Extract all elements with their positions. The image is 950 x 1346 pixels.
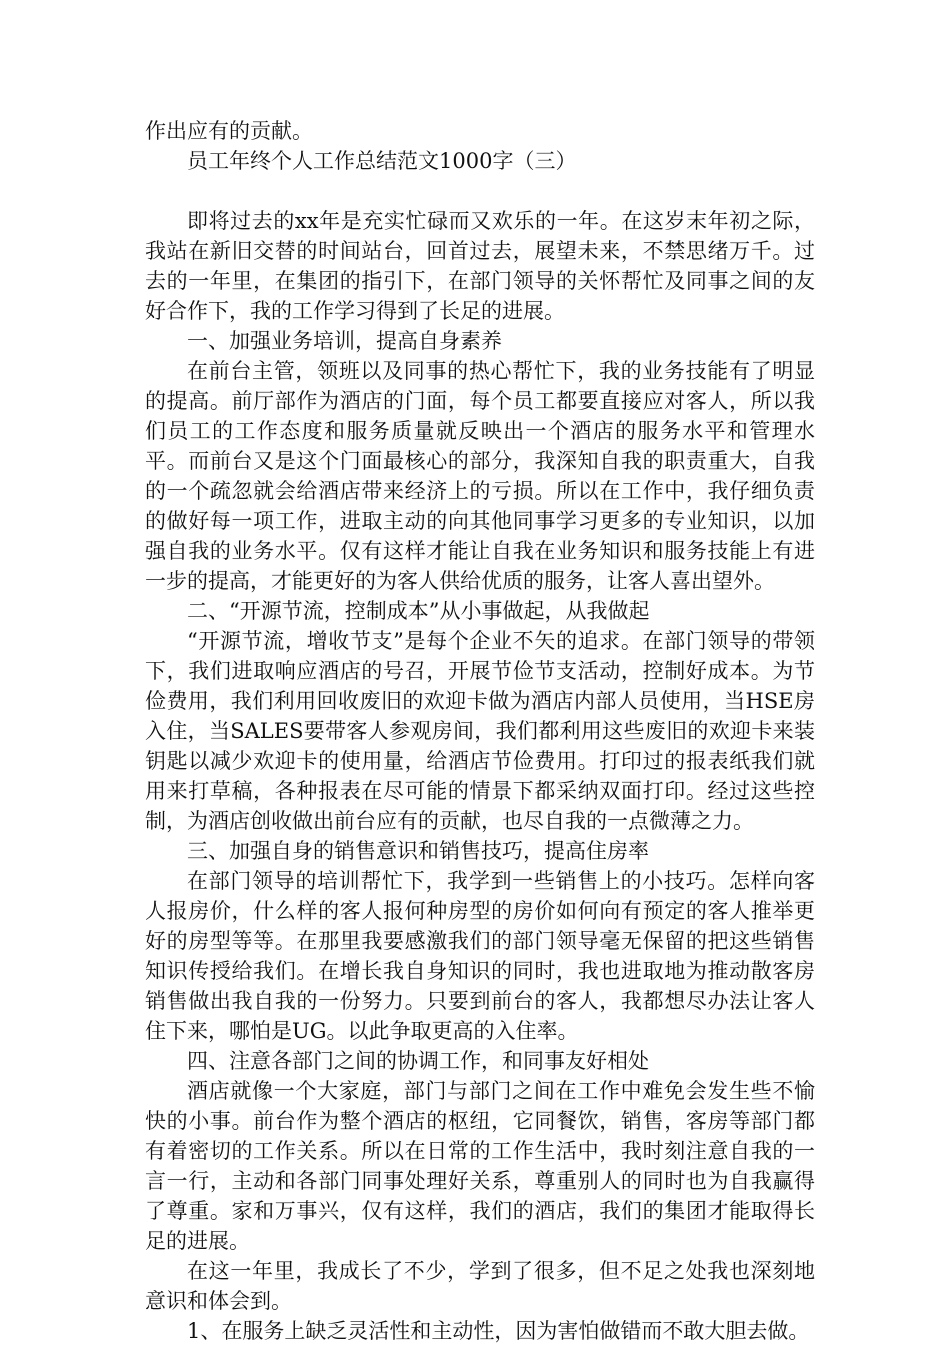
paragraph-reflection: 在这一年里，我成长了不少，学到了很多，但不足之处我也深刻地意识和体会到。 [145,1259,815,1313]
heading-1: 一、加强业务培训，提高自身素养 [187,329,502,353]
paragraph-3: 在部门领导的培训帮忙下，我学到一些销售上的小技巧。怎样向客人报房价，什么样的客人报何种房型的房价如何向有预定的客人推举更好的房型等等。在那里我要感激我们的部门领导毫无保留的把这些销售知识传授给我们。在增长我自身知识的同时，我也进取地为推动散客房销售做出我自我的一份努力。只要到前台的客人，我都想尽办法让客人住下来，哪怕是UG。以此争取更高的入住率。 [145,869,815,1043]
list-item-1: 1、在服务上缺乏灵活性和主动性，因为害怕做错而不敢大胆去做。 [187,1319,810,1343]
paragraph-intro: 即将过去的xx年是充实忙碌而又欢乐的一年。在这岁末年初之际，我站在新旧交替的时间站台，回首过去，展望未来，不禁思绪万千。过去的一年里，在集团的指引下，在部门领导的关怀帮忙及同事之间的友好合作下，我的工作学习得到了长足的进展。 [145,209,815,323]
paragraph-continuation: 作出应有的贡献。 [145,119,313,143]
section-title: 员工年终个人工作总结范文1000字（三） [187,149,577,173]
heading-2: 二、“开源节流，控制成本”从小事做起，从我做起 [187,599,650,623]
heading-4: 四、注意各部门之间的协调工作，和同事友好相处 [187,1049,649,1073]
paragraph-1: 在前台主管，领班以及同事的热心帮忙下，我的业务技能有了明显的提高。前厅部作为酒店的门面，每个员工都要直接应对客人，所以我们员工的工作态度和服务质量就反映出一个酒店的服务水平和管理水平。而前台又是这个门面最核心的部分，我深知自我的职责重大，自我的一个疏忽就会给酒店带来经济上的亏损。所以在工作中，我仔细负责的做好每一项工作，进取主动的向其他同事学习更多的专业知识，以加强自我的业务水平。仅有这样才能让自我在业务知识和服务技能上有进一步的提高，才能更好的为客人供给优质的服务，让客人喜出望外。 [145,359,815,593]
paragraph-2: “开源节流，增收节支”是每个企业不矢的追求。在部门领导的带领下，我们进取响应酒店的号召，开展节俭节支活动，控制好成本。为节俭费用，我们利用回收废旧的欢迎卡做为酒店内部人员使用，当HSE房入住，当SALES要带客人参观房间，我们都利用这些废旧的欢迎卡来装钥匙以减少欢迎卡的使用量，给酒店节俭费用。打印过的报表纸我们就用来打草稿，各种报表在尽可能的情景下都采纳双面打印。经过这些控制，为酒店创收做出前台应有的贡献，也尽自我的一点微薄之力。 [145,629,815,833]
paragraph-4: 酒店就像一个大家庭，部门与部门之间在工作中难免会发生些不愉快的小事。前台作为整个酒店的枢纽，它同餐饮，销售，客房等部门都有着密切的工作关系。所以在日常的工作生活中，我时刻注意自我的一言一行，主动和各部门同事处理好关系，尊重别人的同时也为自我赢得了尊重。家和万事兴，仅有这样，我们的酒店，我们的集团才能取得长足的进展。 [145,1079,815,1253]
heading-3: 三、加强自身的销售意识和销售技巧，提高住房率 [187,839,649,863]
blank-line [145,176,815,206]
document-body [145,116,815,1346]
